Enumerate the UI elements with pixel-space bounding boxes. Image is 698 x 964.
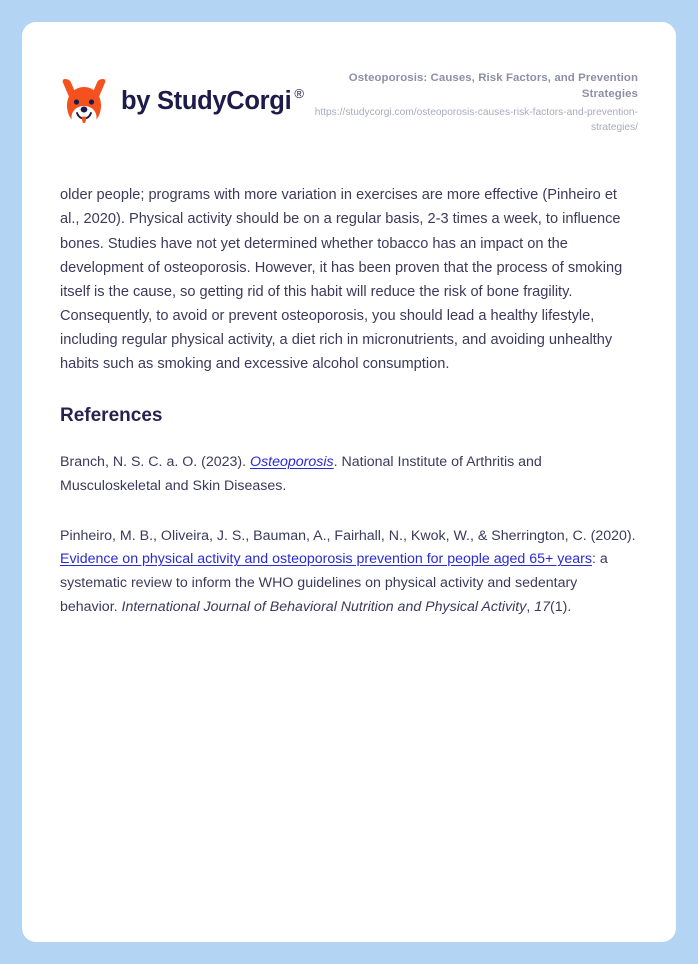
page-title: Osteoporosis: Causes, Risk Factors, and Prevention Strategies [348,72,638,101]
document-content [22,135,676,619]
reference-link-evidence[interactable]: Evidence on physical activity and osteoporosis prevention for people aged 65+ years [60,551,592,568]
document-header [22,22,676,135]
reference-link-osteoporosis[interactable]: Osteoporosis [250,454,334,471]
reference-journal-title: International Journal of Behavioral Nutrition and Physical Activity [121,598,527,615]
registered-trademark-icon: ® [294,85,304,101]
reference-prefix: Pinheiro, M. B., Oliveira, J. S., Bauman, A., Fairhall, N., Kwok, W., & Sherrington, C. (2020). [60,527,636,544]
page-url[interactable]: https://studycorgi.com/osteoporosis-causes-risk-factors-and-prevention-strategies/ [314,107,638,133]
brand-logo[interactable] [60,76,304,128]
brand-wordmark [121,85,304,115]
document-page [22,22,676,942]
reference-volume: 17 [534,598,551,615]
reference-issue: (1). [550,598,572,615]
body-paragraph: older people; programs with more variation in exercises are more effective (Pinheiro et al., 2020). Physical activity should be on a regular basis, 2-3 times a week, to influence bones. Studies have not yet determined whether tobacco has an impact on the development of osteoporosis. However, it has been proven that the process of smoking itself is the cause, so getting rid of this habit will reduce the risk of bone fragility. Consequently, to avoid or prevent osteoporosis, you should lead a healthy lifestyle, including regular physical activity, a diet rich in micronutrients, and avoiding unhealthy habits such as smoking and excessive alcohol consumption. [60,187,623,373]
reference-item-2: Pinheiro, M. B., Oliveira, J. S., Bauman, A., Fairhall, N., Kwok, W., & Sherrington, C. (2020). Evidence on physical activity and osteoporosis prevention for people aged 65+ years: a systematic review to inform the WHO guidelines on physical activity and sedentary behavior. International Journal of Behavioral Nutrition and Physical Activity, 17(1). [60,527,636,615]
header-meta [308,68,638,135]
corgi-head-icon [60,76,108,128]
reference-middle: : a systematic review to inform the WHO guidelines on physical activity and sedentary behavior. [60,551,608,615]
reference-prefix: Branch, N. S. C. a. O. (2023). [60,454,251,471]
reference-suffix: . National Institute of Arthritis and Musculoskeletal and Skin Diseases. [60,454,542,494]
brand-wordmark-text: by StudyCorgi [121,86,292,115]
references-heading: References [60,405,163,427]
reference-item-1 [60,429,638,498]
